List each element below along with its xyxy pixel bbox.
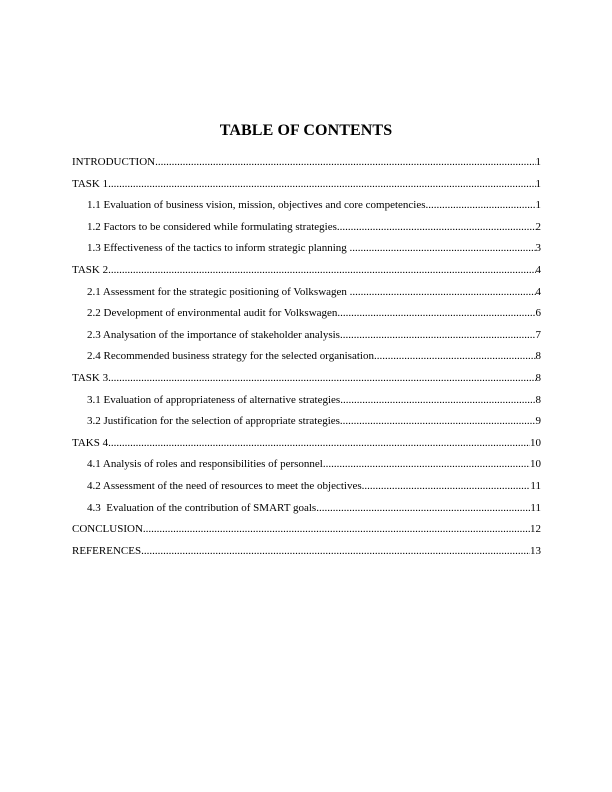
toc-entry-page-number: 8 [535, 350, 541, 363]
toc-entry-2-4[interactable] [72, 346, 541, 368]
toc-entry-label: 1.2 Factors to be considered while formulating strategies [87, 220, 337, 233]
dot-leader [323, 454, 530, 476]
dot-leader [362, 476, 531, 498]
toc-entry-page-number: 1 [535, 156, 541, 168]
toc-entry-page-number: 3 [535, 242, 541, 255]
toc-entry-label: 4.2 Assessment of the need of resources to meet the objectives [87, 479, 362, 492]
dot-leader [108, 368, 535, 390]
dot-leader [337, 303, 535, 325]
dot-leader [350, 238, 536, 260]
toc-entry-page-number: 4 [535, 285, 541, 298]
dot-leader [426, 195, 536, 217]
toc-entry-page-number: 11 [530, 479, 541, 492]
table-of-contents [72, 152, 541, 562]
dot-leader [337, 217, 536, 239]
dot-leader [350, 282, 536, 304]
dot-leader [374, 346, 536, 368]
dot-leader [316, 498, 530, 520]
toc-entry-label: 3.2 Justification for the selection of appropriate strategies [87, 415, 340, 428]
toc-entry-task-1[interactable] [72, 174, 541, 196]
toc-entry-1-1[interactable] [72, 195, 541, 217]
dot-leader [108, 433, 530, 455]
dot-leader [108, 174, 535, 196]
toc-entry-label: TASK 2 [72, 263, 109, 276]
toc-entry-label: REFERENCES [72, 544, 142, 557]
toc-entry-label: 1.1 Evaluation of business vision, mission, objectives and core competencies [87, 199, 426, 212]
toc-entry-3-2[interactable] [72, 411, 541, 433]
toc-entry-page-number: 10 [530, 436, 541, 449]
dot-leader [340, 390, 535, 412]
toc-entry-page-number: 1 [535, 199, 541, 212]
toc-entry-1-2[interactable] [72, 217, 541, 239]
toc-entry-label: 2.3 Analysation of the importance of stakeholder analysis [87, 328, 340, 341]
toc-entry-label: 4.3 Evaluation of the contribution of SMART goals [87, 501, 317, 514]
toc-entry-page-number: 6 [535, 307, 541, 320]
toc-entry-page-number: 9 [535, 415, 541, 428]
toc-entry-page-number: 2 [535, 220, 541, 233]
toc-entry-page-number: 13 [530, 544, 541, 557]
toc-entry-task-3[interactable] [72, 368, 541, 390]
toc-entry-label: 4.1 Analysis of roles and responsibilities of personnel [87, 458, 323, 471]
toc-entry-label: 3.1 Evaluation of appropriateness of alternative strategies [87, 393, 341, 406]
toc-entry-label: TAKS 4 [72, 436, 109, 449]
dot-leader [340, 325, 536, 347]
dot-leader [143, 519, 530, 541]
toc-entry-label: 2.2 Development of environmental audit for Volkswagen [87, 307, 338, 320]
toc-entry-1-3[interactable] [72, 238, 541, 260]
toc-entry-2-2[interactable] [72, 303, 541, 325]
toc-entry-conclusion[interactable] [72, 519, 541, 541]
toc-entry-2-1[interactable] [72, 282, 541, 304]
toc-entry-page-number: 1 [535, 177, 541, 190]
toc-entry-page-number: 4 [535, 263, 541, 276]
dot-leader [340, 411, 536, 433]
toc-entry-task-2[interactable] [72, 260, 541, 282]
toc-entry-3-1[interactable] [72, 390, 541, 412]
toc-entry-label: INTRODUCTION [72, 156, 156, 168]
toc-entry-label: 2.1 Assessment for the strategic positioning of Volkswagen [87, 285, 350, 298]
toc-entry-references[interactable] [72, 541, 541, 563]
dot-leader [155, 152, 535, 174]
toc-entry-label: TASK 3 [72, 371, 109, 384]
toc-entry-page-number: 11 [530, 501, 541, 514]
toc-entry-2-3[interactable] [72, 325, 541, 347]
dot-leader [141, 541, 530, 563]
toc-entry-page-number: 12 [530, 523, 541, 536]
toc-entry-page-number: 10 [530, 458, 541, 471]
toc-entry-page-number: 8 [535, 393, 541, 406]
page-title: TABLE OF CONTENTS [219, 122, 393, 139]
toc-entry-4-1[interactable] [72, 454, 541, 476]
toc-entry-4-3[interactable] [72, 498, 541, 520]
toc-entry-4-2[interactable] [72, 476, 541, 498]
toc-entry-introduction[interactable] [72, 152, 541, 174]
toc-entry-label: CONCLUSION [72, 523, 143, 536]
toc-entry-label: 1.3 Effectiveness of the tactics to inform strategic planning [87, 242, 350, 255]
toc-entry-page-number: 7 [535, 328, 541, 341]
toc-entry-page-number: 8 [535, 371, 541, 384]
toc-entry-label: 2.4 Recommended business strategy for the selected organisation [87, 350, 374, 363]
toc-entry-label: TASK 1 [72, 177, 109, 190]
toc-entry-task-4[interactable] [72, 433, 541, 455]
dot-leader [108, 260, 535, 282]
